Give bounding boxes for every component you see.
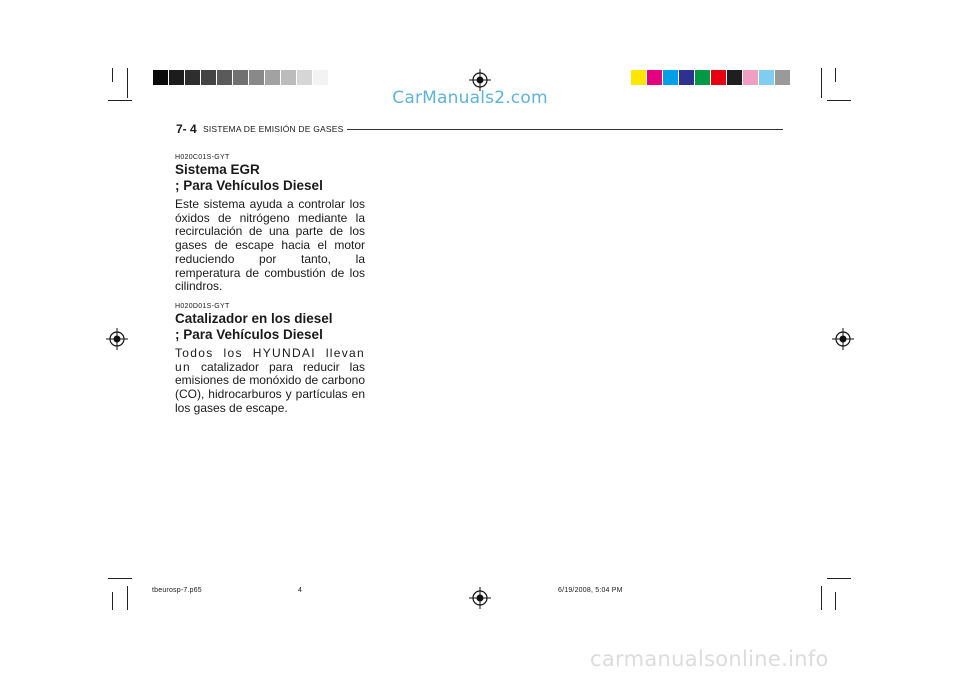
section-subheading: ; Para Vehículos Diesel [175, 327, 323, 342]
page-number: 7- 4 [176, 122, 197, 136]
footer-file-name: tbeurosp-7.p65 [152, 587, 202, 594]
color-swatch [711, 70, 726, 85]
color-swatch [663, 70, 678, 85]
gray-swatch [249, 70, 264, 85]
section-code: H020D01S-GYT [175, 303, 230, 310]
registration-mark-right-icon [832, 328, 854, 350]
section-heading: Catalizador en los diesel [175, 311, 333, 326]
gray-swatch [169, 70, 184, 85]
color-swatch [759, 70, 774, 85]
color-swatch [695, 70, 710, 85]
footer-page-number: 4 [298, 587, 303, 594]
watermark-carmanuals2[interactable]: CarManuals2.com [392, 88, 548, 108]
color-swatch [743, 70, 758, 85]
section-body: Todos los HYUNDAI llevan un catalizador para reducir las emisiones de monóxido de carbono (CO), hidrocarburos y partículas en los gases de escape. [175, 346, 365, 415]
gray-swatch [201, 70, 216, 85]
section-body: Este sistema ayuda a controlar los óxidos de nitrógeno mediante la recirculación de una parte de los gases de escape hacia el motor reduciendo por tanto, la remperatura de combustión de los cilindros. [175, 197, 365, 294]
watermark-carmanualsonline[interactable]: carmanualsonline.info [590, 647, 829, 671]
section-subheading: ; Para Vehículos Diesel [175, 178, 323, 193]
gray-swatch [265, 70, 280, 85]
footer-timestamp: 6/19/2008, 5:04 PM [558, 587, 623, 594]
section-egr [175, 154, 365, 294]
color-swatch [631, 70, 646, 85]
gray-swatch [297, 70, 312, 85]
section-catalyst [175, 303, 365, 416]
section-code: H020C01S-GYT [175, 154, 230, 161]
registration-mark-left-icon [106, 328, 128, 350]
gray-swatch [233, 70, 248, 85]
gray-swatch [153, 70, 168, 85]
gray-swatch [185, 70, 200, 85]
color-swatch [727, 70, 742, 85]
gray-swatch [217, 70, 232, 85]
registration-mark-bottom-icon [469, 587, 491, 609]
color-swatch [679, 70, 694, 85]
section-title: SISTEMA DE EMISIÓN DE GASES [203, 124, 344, 134]
gray-swatch [281, 70, 296, 85]
header-divider [347, 129, 783, 130]
section-heading: Sistema EGR [175, 162, 260, 177]
color-swatch [647, 70, 662, 85]
color-swatch [775, 70, 790, 85]
gray-swatch [313, 70, 328, 85]
